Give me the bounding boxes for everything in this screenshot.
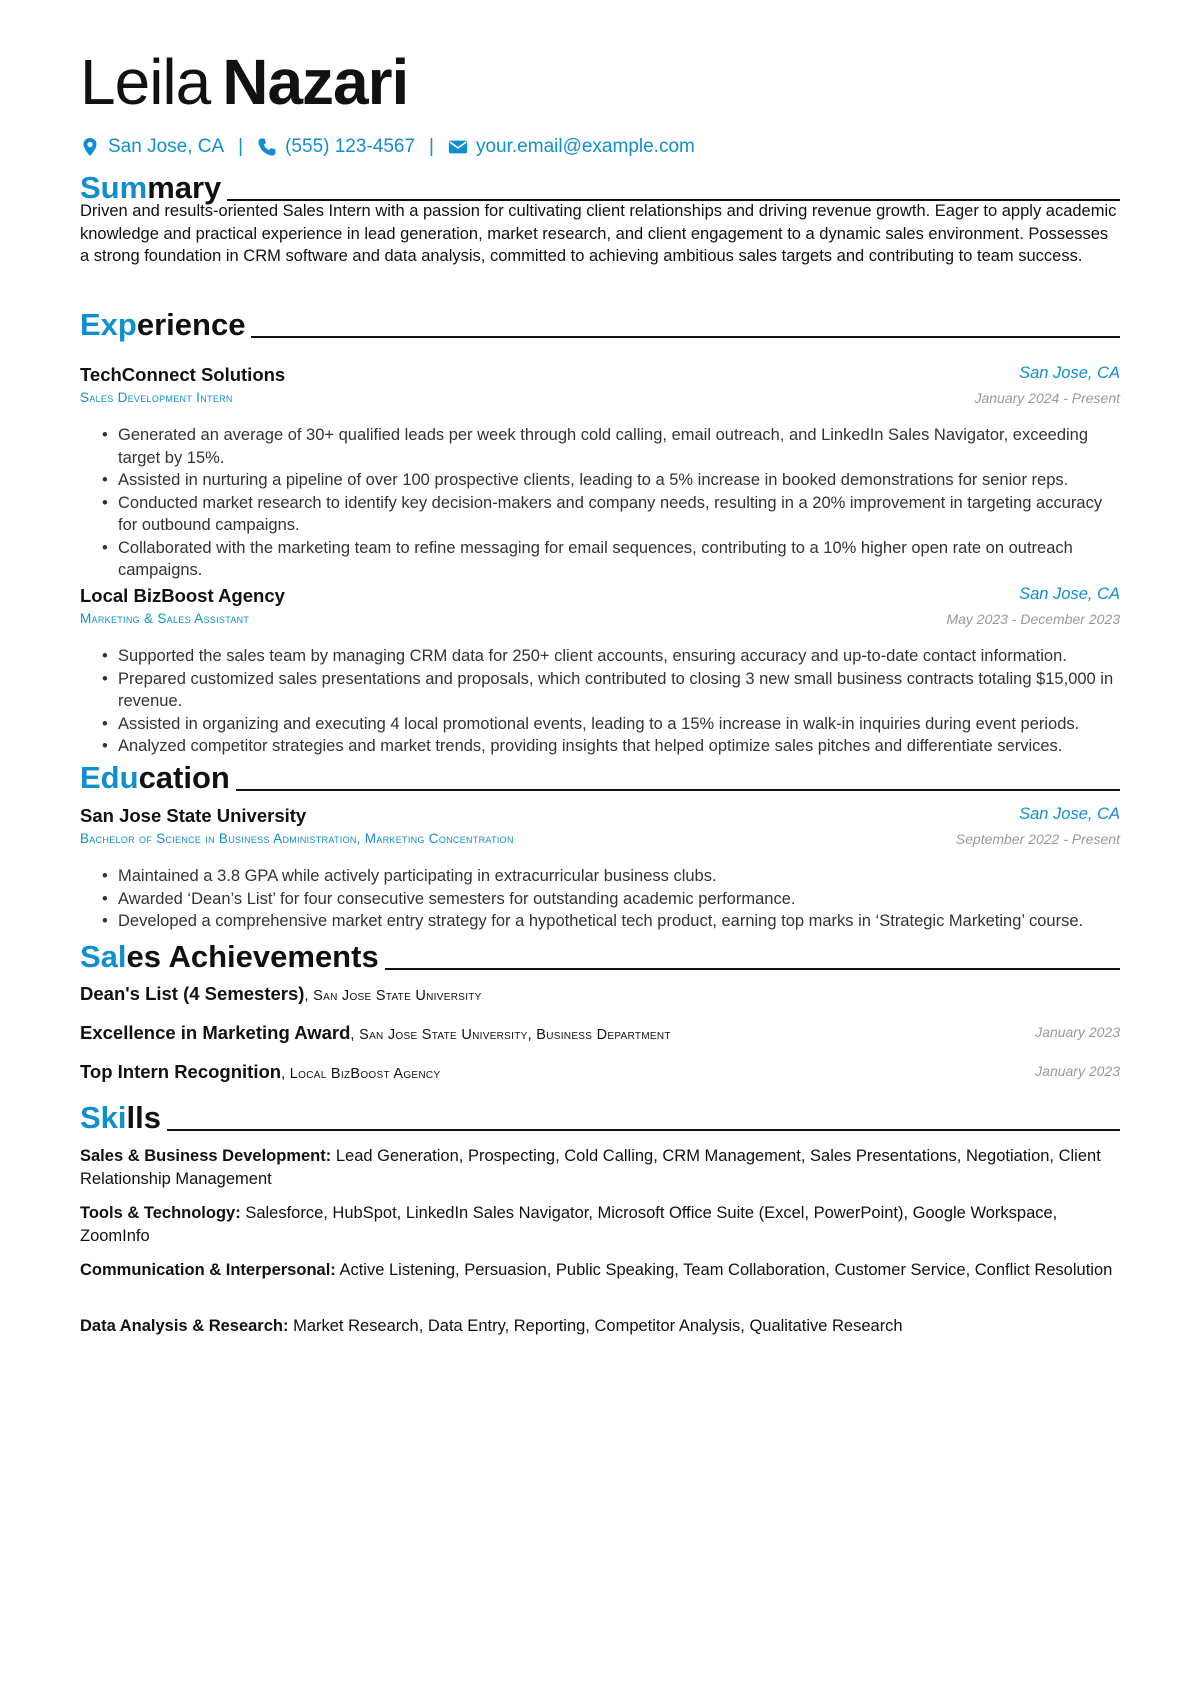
job-bullets bbox=[80, 645, 1120, 758]
section-title: Sales Achievements bbox=[80, 939, 379, 974]
degree-title: Bachelor of Science in Business Administration, Marketing Concentration bbox=[80, 831, 514, 846]
achievement-item: Top Intern Recognition, Local BizBoost Agency January 2023 bbox=[80, 1061, 1120, 1082]
company-name: TechConnect Solutions bbox=[80, 364, 286, 385]
achievement-date: January 2023 bbox=[1035, 1063, 1120, 1079]
section-rule bbox=[167, 1129, 1120, 1131]
job-location: San Jose, CA bbox=[1019, 364, 1120, 382]
list-item: • Generated an average of 30+ qualified leads per week through cold calling, email outreach, and LinkedIn Sales Navigator, exceeding target by 15%. bbox=[80, 424, 1120, 469]
list-item: • Collaborated with the marketing team to refine messaging for email sequences, contributing to a 10% higher open rate on outreach campaigns. bbox=[80, 537, 1120, 582]
achievement-org: Local BizBoost Agency bbox=[289, 1066, 441, 1082]
achievement-org: San Jose State University, Business Department bbox=[359, 1027, 671, 1043]
contact-line bbox=[80, 132, 695, 162]
job-dates: May 2023 - December 2023 bbox=[946, 611, 1120, 627]
skills-heading bbox=[80, 1098, 1120, 1138]
skill-category: Sales & Business Development: bbox=[80, 1147, 332, 1165]
list-item: • Prepared customized sales presentations and proposals, which contributed to closing 3 new small business contracts totaling $15,000 in revenue. bbox=[80, 668, 1120, 713]
list-item: • Supported the sales team by managing CRM data for 250+ client accounts, ensuring accuracy and up-to-date contact information. bbox=[80, 645, 1120, 668]
job-title: Marketing & Sales Assistant bbox=[80, 611, 250, 626]
job-dates: January 2024 - Present bbox=[974, 390, 1120, 406]
achievement-title: Dean's List (4 Semesters) bbox=[80, 983, 305, 1004]
first-name: Leila bbox=[80, 46, 211, 118]
summary-text: Driven and results-oriented Sales Intern with a passion for cultivating client relationships and driving revenue growth. Eager to apply academic knowledge and practical experience in lead generation, market research, and client engagement to a dynamic sales environment. Possesses a strong foundation in CRM software and data analysis, committed to achieving ambitious sales targets and contributing to team success. bbox=[80, 202, 1117, 265]
school-location: San Jose, CA bbox=[1019, 805, 1120, 823]
skill-category: Tools & Technology: bbox=[80, 1204, 241, 1222]
education-bullets bbox=[80, 865, 1120, 933]
list-item: • Assisted in nurturing a pipeline of over 100 prospective clients, leading to a 5% increase in booked demonstrations for senior reps. bbox=[80, 469, 1120, 492]
experience-heading bbox=[80, 305, 1120, 345]
list-item: • Developed a comprehensive market entry strategy for a hypothetical tech product, earning top marks in ‘Strategic Marketing’ course. bbox=[80, 910, 1120, 933]
contact-separator: | bbox=[238, 136, 244, 157]
achievement-date: January 2023 bbox=[1035, 1024, 1120, 1040]
skill-list: Market Research, Data Entry, Reporting, Competitor Analysis, Qualitative Research bbox=[293, 1317, 903, 1335]
skill-row bbox=[80, 1259, 1120, 1282]
skill-category: Data Analysis & Research: bbox=[80, 1317, 289, 1335]
job-location: San Jose, CA bbox=[1019, 585, 1120, 603]
achievement-title: Excellence in Marketing Award bbox=[80, 1022, 351, 1043]
skill-list: Active Listening, Persuasion, Public Speaking, Team Collaboration, Customer Service, Conflict Resolution bbox=[339, 1261, 1113, 1279]
section-title: Education bbox=[80, 760, 230, 795]
list-item: • Conducted market research to identify key decision-makers and company needs, resulting in a 20% improvement in targeting accuracy for outbound campaigns. bbox=[80, 492, 1120, 537]
map-pin-icon bbox=[80, 137, 100, 157]
section-rule bbox=[251, 336, 1120, 338]
list-item: • Assisted in organizing and executing 4 local promotional events, leading to a 15% increase in walk-in inquiries during event periods. bbox=[80, 713, 1120, 736]
list-item: • Awarded ‘Dean’s List’ for four consecutive semesters for outstanding academic performance. bbox=[80, 888, 1120, 911]
achievement-item: Excellence in Marketing Award, San Jose State University, Business Department January 2023 bbox=[80, 1022, 1120, 1043]
location-text: San Jose, CA bbox=[108, 136, 225, 157]
job-title: Sales Development Intern bbox=[80, 390, 233, 405]
skill-list: Lead Generation, Prospecting, Cold Calling, CRM Management, Sales Presentations, Negotiation, Client Relationship Management bbox=[80, 1147, 1101, 1188]
section-rule bbox=[236, 789, 1120, 791]
last-name: Nazari bbox=[222, 46, 409, 118]
job-bullets bbox=[80, 424, 1120, 582]
skill-category: Communication & Interpersonal: bbox=[80, 1261, 336, 1279]
school-dates: September 2022 - Present bbox=[955, 831, 1120, 847]
skill-list: Salesforce, HubSpot, LinkedIn Sales Navigator, Microsoft Office Suite (Excel, PowerPoint), Google Workspace, ZoomInfo bbox=[80, 1204, 1058, 1245]
section-title: Summary bbox=[80, 170, 222, 205]
phone-icon bbox=[257, 137, 277, 157]
envelope-icon bbox=[448, 137, 468, 157]
company-name: Local BizBoost Agency bbox=[80, 585, 285, 606]
list-item: • Analyzed competitor strategies and market trends, providing insights that helped optimize sales pitches and differentiate services. bbox=[80, 735, 1120, 758]
email-link[interactable]: your.email@example.com bbox=[475, 136, 695, 157]
skill-row bbox=[80, 1202, 1120, 1247]
achievements-heading bbox=[80, 937, 1120, 977]
candidate-name bbox=[80, 42, 408, 122]
section-title: Skills bbox=[80, 1100, 161, 1135]
school-name: San Jose State University bbox=[80, 805, 307, 826]
skill-row bbox=[80, 1315, 1120, 1338]
phone-text[interactable]: (555) 123-4567 bbox=[285, 136, 416, 157]
section-rule bbox=[385, 968, 1120, 970]
skill-row bbox=[80, 1145, 1120, 1190]
achievement-item: Dean's List (4 Semesters), San Jose State University bbox=[80, 983, 482, 1004]
achievement-org: San Jose State University bbox=[313, 988, 482, 1004]
achievement-title: Top Intern Recognition bbox=[80, 1061, 282, 1082]
section-title: Experience bbox=[80, 307, 246, 342]
list-item: • Maintained a 3.8 GPA while actively participating in extracurricular business clubs. bbox=[80, 865, 1120, 888]
contact-separator: | bbox=[429, 136, 434, 157]
education-heading bbox=[80, 758, 1120, 798]
